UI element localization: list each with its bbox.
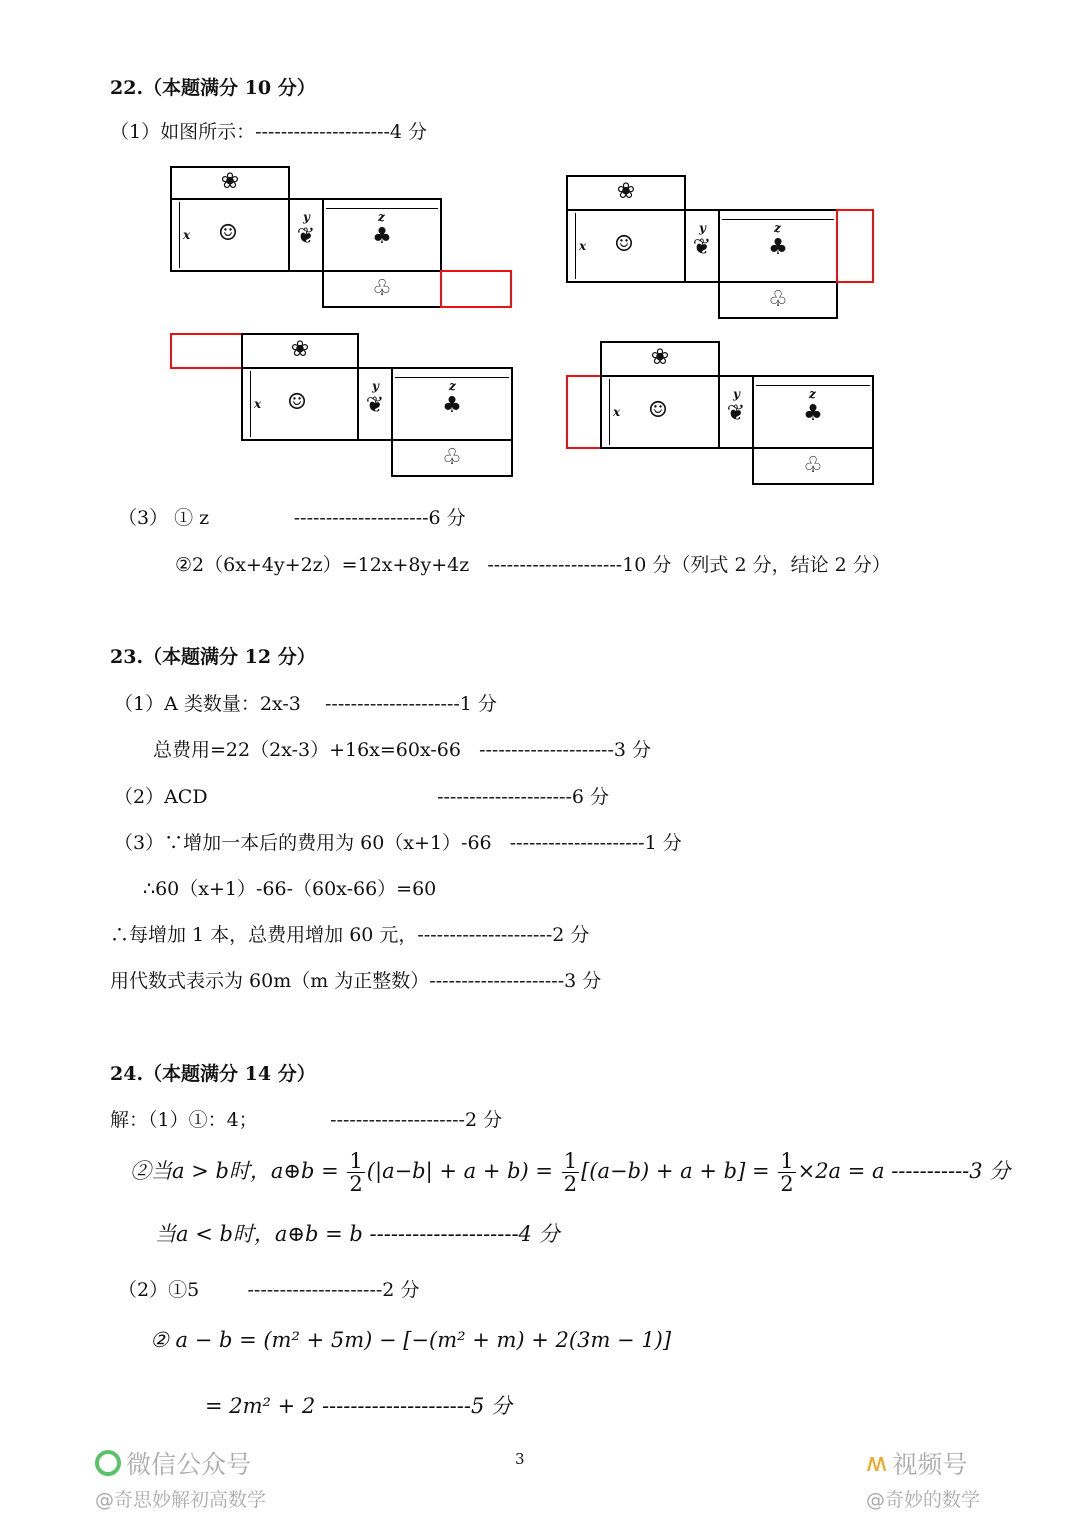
- sprout-icon: ♧: [372, 276, 392, 301]
- q24-line3: （2）①5 ---------------------2 分: [118, 1279, 420, 1301]
- channels-icon: ʍ: [866, 1448, 888, 1478]
- q23-line6: ∴每增加 1 本，总费用增加 60 元，---------------------2 分: [110, 924, 590, 946]
- cube-net-4: [566, 341, 876, 486]
- q22-title: 22.（本题满分 10 分）: [110, 77, 316, 99]
- flower-icon: ❀: [220, 169, 240, 194]
- leaf-icon: ❦: [692, 235, 712, 260]
- q22-part1: （1）如图所示：---------------------4 分: [110, 121, 428, 143]
- q24-equation-3: ② a − b = (m² + 5m) − [−(m² + m) + 2(3m − 1)]: [150, 1328, 672, 1352]
- fraction-half: $\frac{1}{2}$: [563, 1149, 578, 1196]
- label-y: y: [372, 379, 379, 393]
- wechat-icon: [95, 1450, 121, 1476]
- label-z: z: [809, 387, 816, 401]
- q23-line4: （3）∵增加一本后的费用为 60（x+1）-66 ---------------------1 分: [114, 832, 682, 854]
- page-number: 3: [515, 1450, 525, 1468]
- q23-line5: ∴60（x+1）-66-（60x-66）=60: [143, 878, 437, 900]
- tree-face-icon: ☺: [287, 390, 307, 415]
- sprout-icon: ♧: [768, 287, 788, 312]
- label-x: x: [254, 397, 262, 411]
- label-x: x: [183, 228, 191, 242]
- q22-part3b: ②2（6x+4y+2z）=12x+8y+4z ---------------------10 分（列式 2 分，结论 2 分）: [175, 554, 891, 576]
- label-z: z: [378, 210, 385, 224]
- q24-equation-4: = 2m² + 2 ---------------------5 分: [205, 1394, 512, 1418]
- cube-net-1: [170, 166, 515, 311]
- fraction-half: $\frac{1}{2}$: [349, 1149, 363, 1196]
- q23-line1: （1）A 类数量：2x-3 ---------------------1 分: [114, 693, 497, 715]
- label-x: x: [579, 239, 587, 253]
- leaf-icon: ❦: [365, 393, 385, 418]
- label-y: y: [303, 210, 310, 224]
- q24-equation-2: 当a < b时，a⊕b = b ---------------------4 分: [155, 1222, 560, 1246]
- pine-trees-icon: ♣: [442, 393, 462, 418]
- label-x: x: [613, 405, 621, 419]
- cube-net-2: [566, 175, 876, 320]
- leaf-icon: ❦: [296, 224, 316, 249]
- sprout-icon: ♧: [442, 445, 462, 470]
- leaf-icon: ❦: [726, 401, 746, 426]
- tree-face-icon: ☺: [648, 398, 668, 423]
- pine-trees-icon: ♣: [803, 401, 823, 426]
- label-z: z: [774, 221, 781, 235]
- q23-line7: 用代数式表示为 60m（m 为正整数）---------------------3 分: [110, 970, 602, 992]
- flower-icon: ❀: [290, 337, 310, 362]
- cube-net-3: [170, 333, 515, 478]
- q23-title: 23.（本题满分 12 分）: [110, 646, 316, 668]
- wechat-watermark: 微信公众号 @奇思妙解初高数学: [95, 1450, 267, 1511]
- sprout-icon: ♧: [803, 453, 823, 478]
- label-y: y: [699, 221, 706, 235]
- channels-watermark: ʍ 视频号 @奇妙的数学: [866, 1448, 981, 1511]
- q24-equation-1: ②当a > b时，a⊕b = $\frac{1}{2}$ (|a−b| + a + b) = $\frac{1}{2}$ [(a−b) + a + b] = $\frac{1}{2}$ ×2a = a -----------3 分: [130, 1149, 1011, 1196]
- flower-icon: ❀: [650, 345, 670, 370]
- fraction-half: $\frac{1}{2}$: [780, 1149, 794, 1196]
- q23-line3: （2）ACD ---------------------6 分: [114, 786, 610, 808]
- label-y: y: [733, 387, 740, 401]
- tree-face-icon: ☺: [218, 221, 238, 246]
- q24-line1: 解：（1）①：4； ---------------------2 分: [110, 1109, 503, 1131]
- q24-title: 24.（本题满分 14 分）: [110, 1063, 316, 1085]
- pine-trees-icon: ♣: [372, 224, 392, 249]
- pine-trees-icon: ♣: [768, 235, 788, 260]
- flower-icon: ❀: [616, 179, 636, 204]
- q23-line2: 总费用=22（2x-3）+16x=60x-66 ---------------------3 分: [153, 739, 652, 761]
- q22-part3a: （3） ① z ---------------------6 分: [118, 507, 466, 529]
- tree-face-icon: ☺: [614, 232, 634, 257]
- label-z: z: [449, 379, 456, 393]
